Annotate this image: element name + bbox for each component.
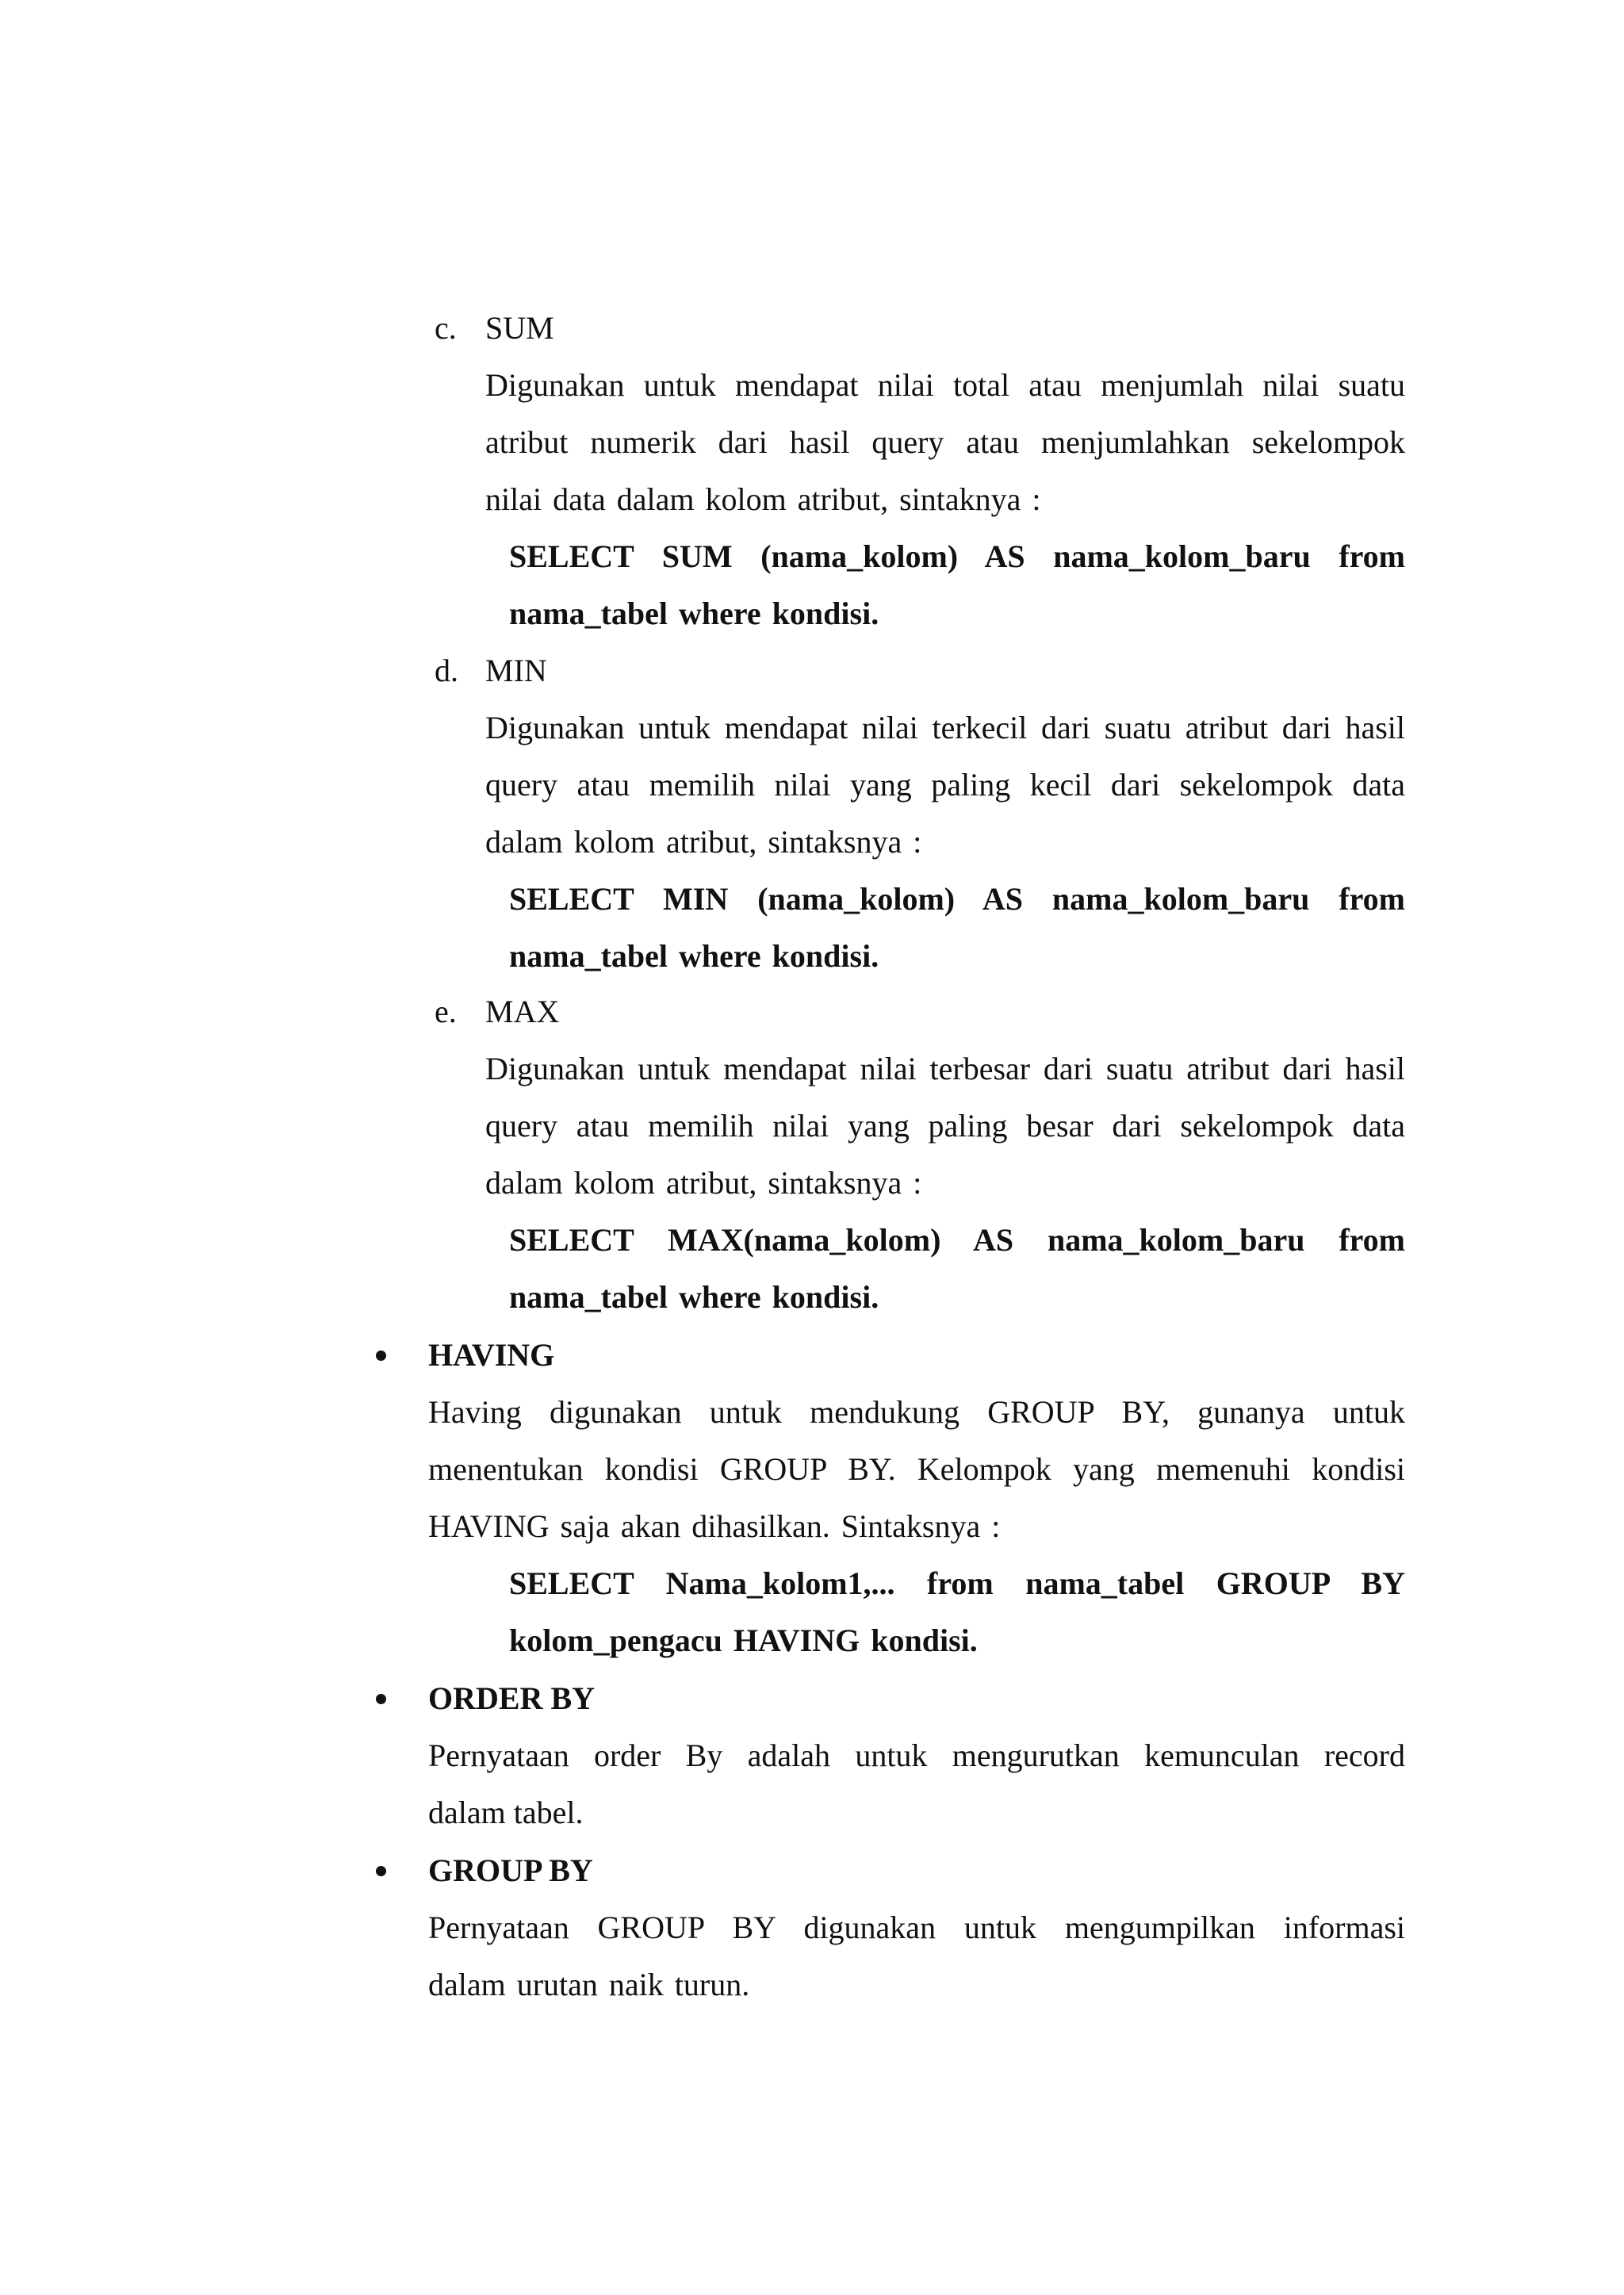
max-syntax-line-1: SELECT MAX(nama_kolom) AS nama_kolom_baru from: [509, 1222, 1405, 1258]
having-desc-line-1: Having digunakan untuk mendukung GROUP BY, gunanya untuk: [428, 1394, 1405, 1430]
bullet-group-by: [376, 1866, 386, 1876]
group-by-desc-line-2: dalam urutan naik turun.: [428, 1967, 750, 2002]
min-syntax-line-2: nama_tabel where kondisi.: [509, 938, 879, 974]
min-desc-line-3: dalam kolom atribut, sintaksnya :: [485, 824, 922, 860]
min-desc-line-2: query atau memilih nilai yang paling kecil dari sekelompok data: [485, 767, 1405, 803]
sum-desc-line-1: Digunakan untuk mendapat nilai total atau menjumlah nilai suatu: [485, 367, 1405, 403]
list-marker-d: d.: [435, 653, 458, 688]
list-marker-c: c.: [435, 310, 457, 346]
bullet-having: [376, 1351, 386, 1361]
heading-sum: SUM: [485, 310, 554, 346]
having-desc-line-2: menentukan kondisi GROUP BY. Kelompok yang memenuhi kondisi: [428, 1451, 1405, 1487]
sum-desc-line-3: nilai data dalam kolom atribut, sintaknya :: [485, 481, 1041, 517]
list-marker-e: e.: [435, 994, 457, 1029]
heading-having: HAVING: [428, 1337, 555, 1373]
heading-max: MAX: [485, 994, 560, 1029]
group-by-desc-line-1: Pernyataan GROUP BY digunakan untuk mengumpilkan informasi: [428, 1910, 1405, 1945]
max-desc-line-3: dalam kolom atribut, sintaksnya :: [485, 1165, 922, 1201]
bullet-order-by: [376, 1694, 386, 1704]
sum-desc-line-2: atribut numerik dari hasil query atau menjumlahkan sekelompok: [485, 424, 1405, 460]
having-syntax-line-1: SELECT Nama_kolom1,... from nama_tabel GROUP BY: [509, 1565, 1405, 1601]
heading-group-by: GROUP BY: [428, 1852, 593, 1888]
sum-syntax-line-2: nama_tabel where kondisi.: [509, 596, 879, 631]
max-desc-line-2: query atau memilih nilai yang paling besar dari sekelompok data: [485, 1108, 1405, 1144]
max-desc-line-1: Digunakan untuk mendapat nilai terbesar dari suatu atribut dari hasil: [485, 1051, 1405, 1086]
sum-syntax-line-1: SELECT SUM (nama_kolom) AS nama_kolom_baru from: [509, 538, 1405, 574]
min-desc-line-1: Digunakan untuk mendapat nilai terkecil dari suatu atribut dari hasil: [485, 710, 1405, 745]
min-syntax-line-1: SELECT MIN (nama_kolom) AS nama_kolom_baru from: [509, 881, 1405, 917]
having-desc-line-3: HAVING saja akan dihasilkan. Sintaksnya :: [428, 1508, 1001, 1544]
order-by-desc-line-2: dalam tabel.: [428, 1795, 584, 1830]
max-syntax-line-2: nama_tabel where kondisi.: [509, 1279, 879, 1315]
heading-min: MIN: [485, 653, 547, 688]
heading-order-by: ORDER BY: [428, 1680, 596, 1716]
order-by-desc-line-1: Pernyataan order By adalah untuk mengurutkan kemunculan record: [428, 1738, 1405, 1773]
having-syntax-line-2: kolom_pengacu HAVING kondisi.: [509, 1623, 978, 1658]
